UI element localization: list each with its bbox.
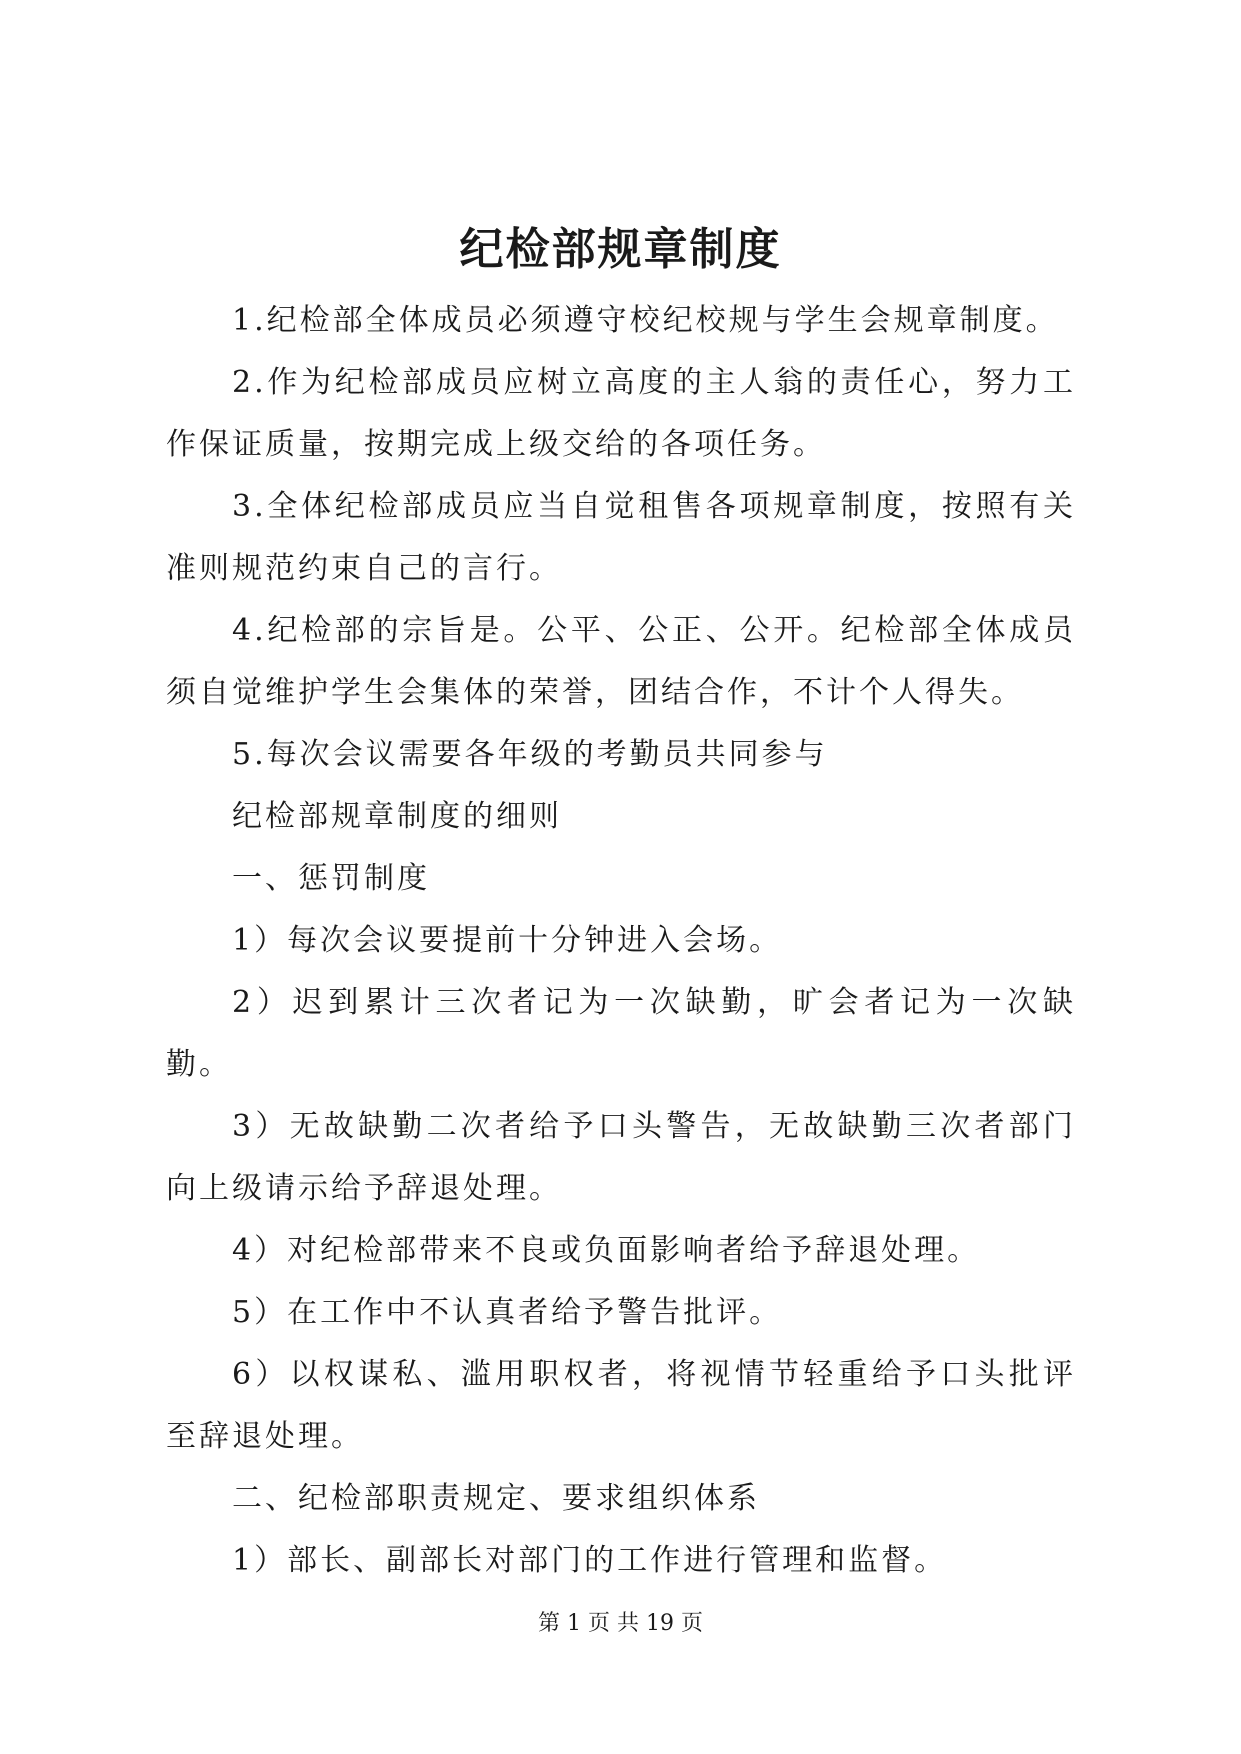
penalty-item-6: 6）以权谋私、滥用职权者，将视情节轻重给予口头批评至辞退处理。 — [166, 1357, 1076, 1454]
paragraph-rule-2: 2.作为纪检部成员应树立高度的主人翁的责任心，努力工作保证质量，按期完成上级交给的各项任务。 — [166, 365, 1076, 462]
duties-item-1: 1）部长、副部长对部门的工作进行管理和监督。 — [232, 1543, 948, 1578]
penalty-item-2: 2）迟到累计三次者记为一次缺勤，旷会者记为一次缺勤。 — [166, 985, 1076, 1082]
paragraph-rule-4: 4.纪检部的宗旨是。公平、公正、公开。纪检部全体成员须自觉维护学生会集体的荣誉，团结合作，不计个人得失。 — [166, 613, 1076, 710]
paragraph-rule-5: 5.每次会议需要各年级的考勤员共同参与 — [232, 737, 828, 772]
paragraph-rule-3: 3.全体纪检部成员应当自觉租售各项规章制度，按照有关准则规范约束自己的言行。 — [166, 489, 1076, 586]
penalty-item-5: 5）在工作中不认真者给予警告批评。 — [232, 1295, 783, 1330]
page-number-footer: 第 1 页 共 19 页 — [538, 1611, 703, 1636]
penalty-item-1: 1）每次会议要提前十分钟进入会场。 — [232, 923, 783, 958]
penalty-item-3: 3）无故缺勤二次者给予口头警告，无故缺勤三次者部门向上级请示给予辞退处理。 — [166, 1109, 1076, 1206]
section-heading-duties: 二、纪检部职责规定、要求组织体系 — [232, 1481, 760, 1516]
document-body — [166, 290, 1076, 1592]
page-title: 纪检部规章制度 — [459, 224, 782, 275]
section-heading-details: 纪检部规章制度的细则 — [232, 799, 562, 834]
paragraph-rule-1: 1.纪检部全体成员必须遵守校纪校规与学生会规章制度。 — [232, 303, 1059, 338]
section-heading-penalty: 一、惩罚制度 — [232, 861, 430, 896]
penalty-item-4: 4）对纪检部带来不良或负面影响者给予辞退处理。 — [232, 1233, 981, 1268]
